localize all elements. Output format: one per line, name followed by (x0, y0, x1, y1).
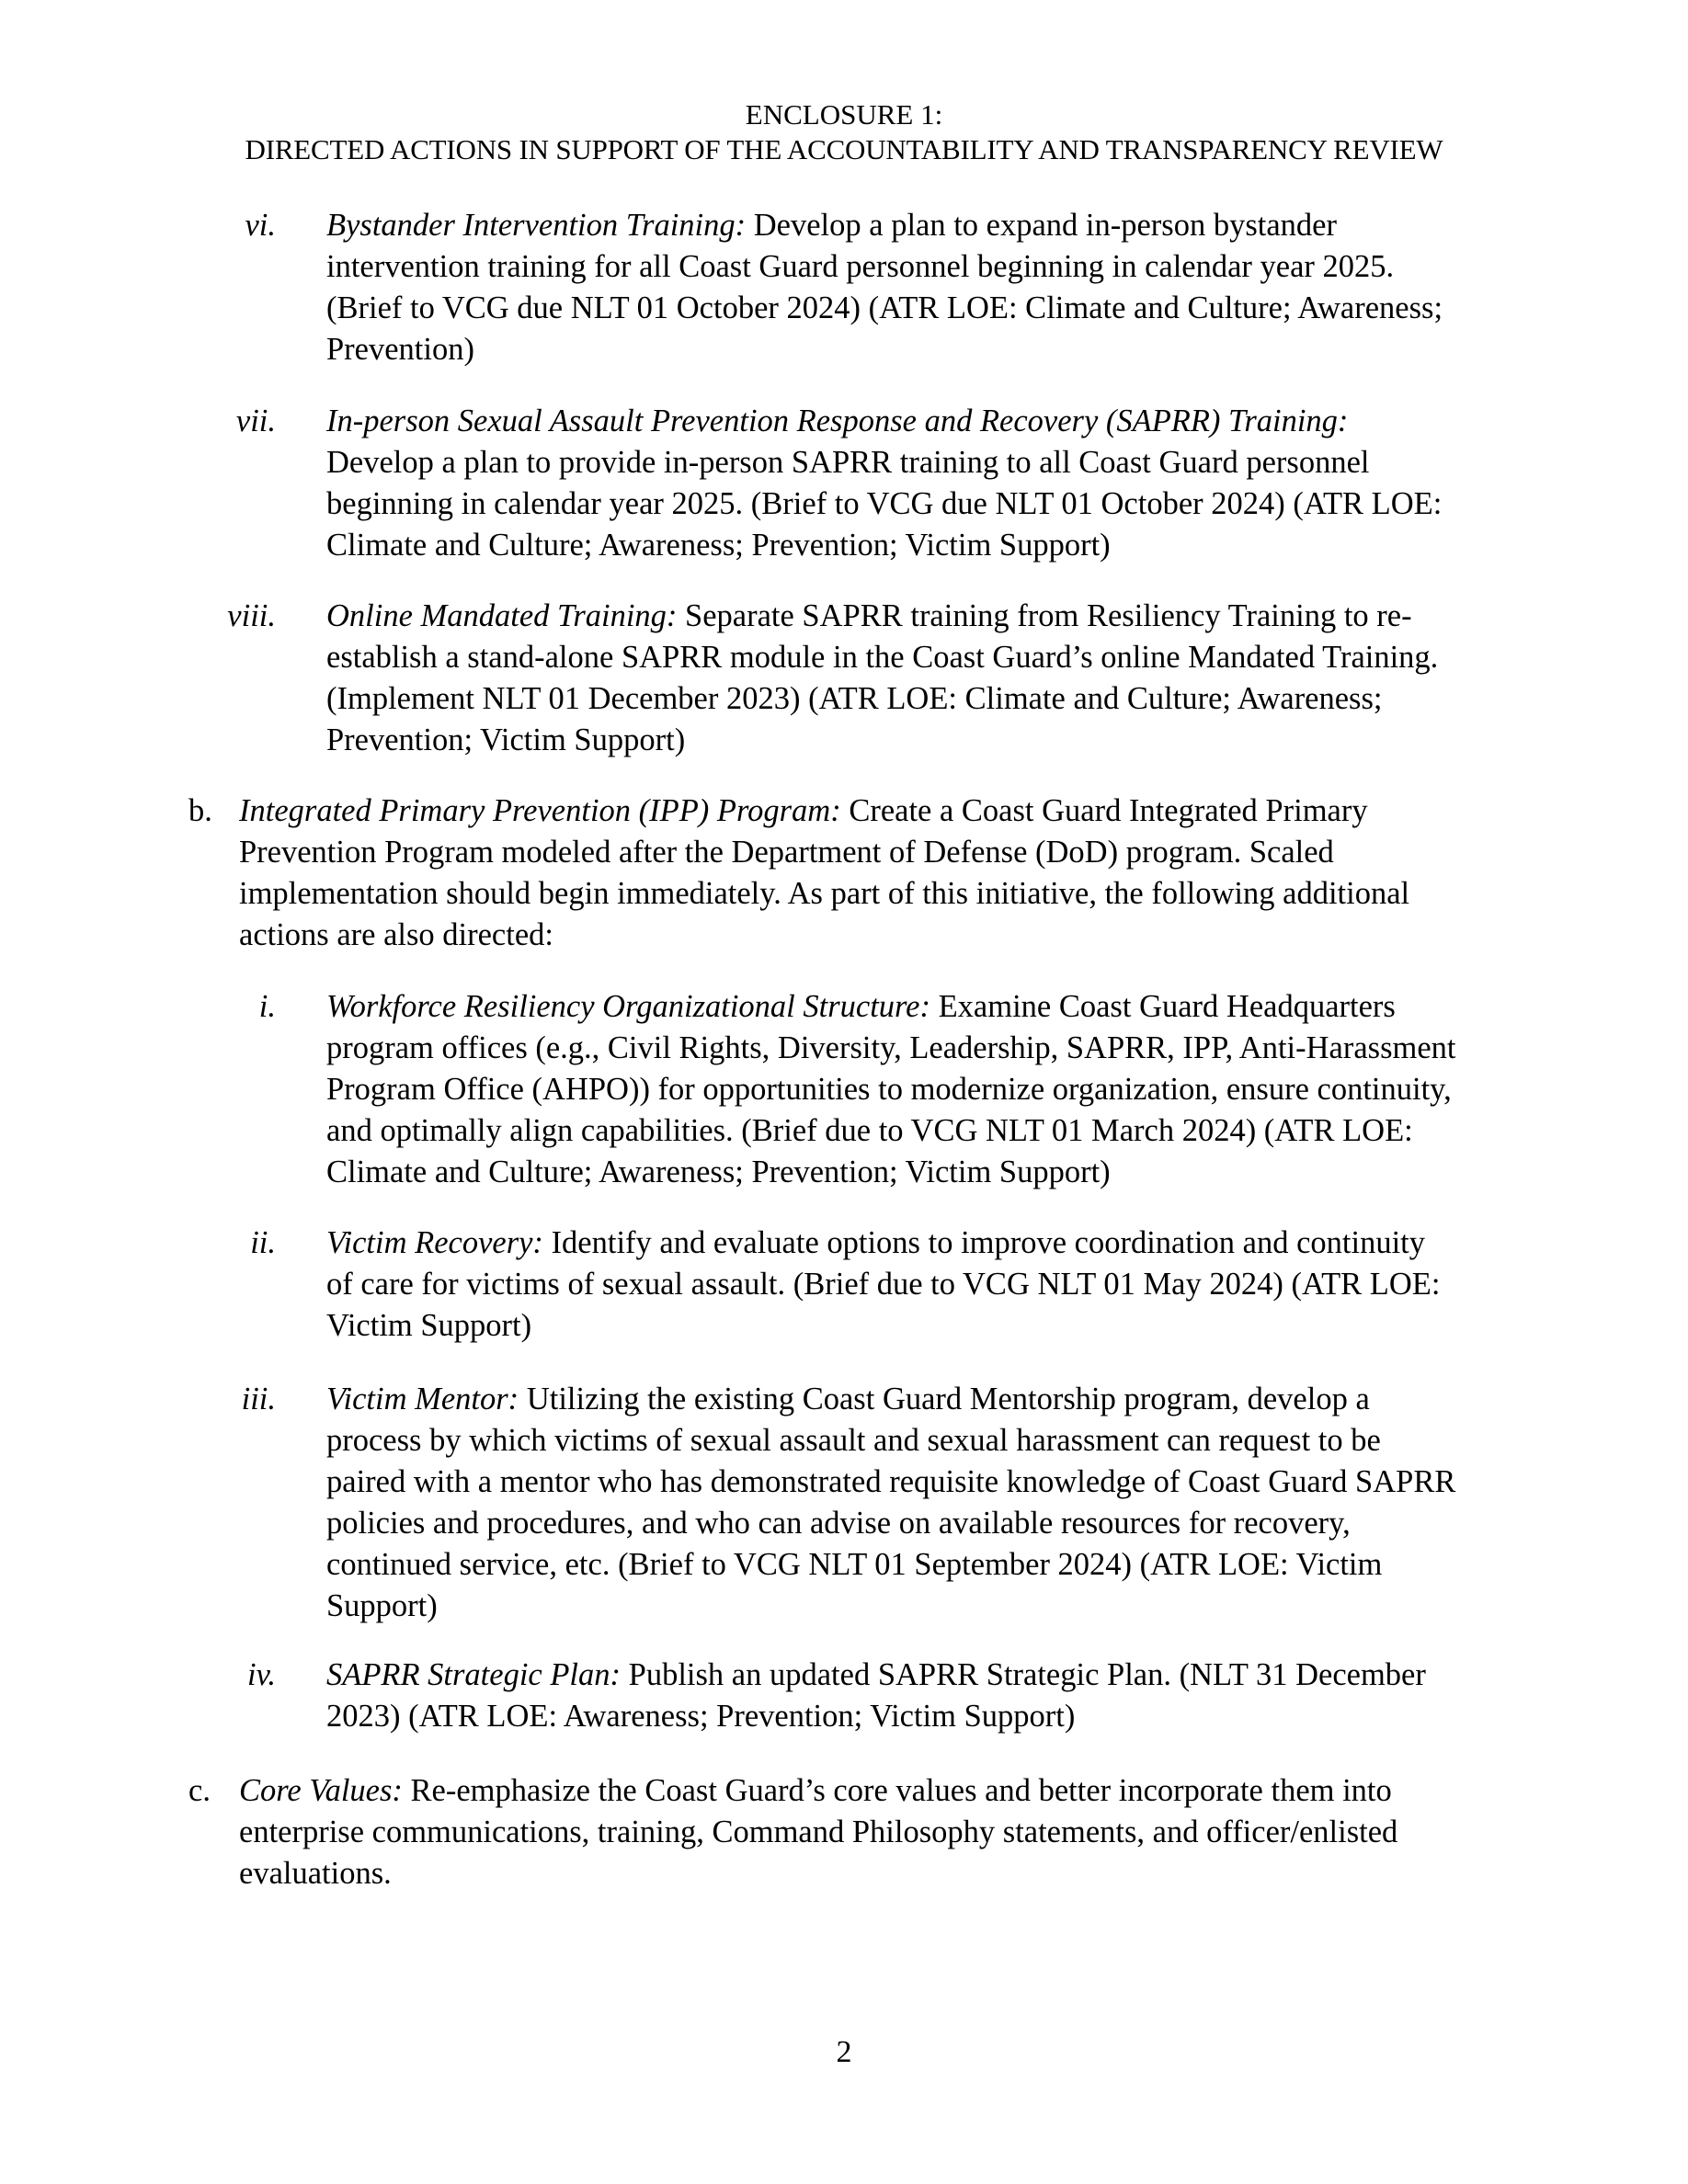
item-text: Separate SAPRR training from Resiliency Training to re- (677, 598, 1412, 633)
item-line: process by which victims of sexual assault and sexual harassment can request to be (326, 1423, 1381, 1458)
item-term: Core Values: (239, 1773, 403, 1808)
item-line: Prevention Program modeled after the Department of Defense (DoD) program. Scaled (239, 835, 1334, 870)
item-text: Re-emphasize the Coast Guard’s core values and better incorporate them into (402, 1773, 1392, 1808)
item-line (326, 1655, 1522, 1696)
item-marker: b. (188, 793, 212, 828)
item-line: continued service, etc. (Brief to VCG NLT 01 September 2024) (ATR LOE: Victim (326, 1547, 1383, 1582)
item-marker: viii. (227, 598, 276, 633)
item-line (326, 1379, 1522, 1420)
item-body (326, 1223, 1522, 1347)
item-line: (Implement NLT 01 December 2023) (ATR LOE: Climate and Culture; Awareness; (326, 681, 1383, 716)
item-body (326, 1379, 1522, 1627)
item-body (326, 205, 1522, 370)
item-body (326, 986, 1522, 1193)
item-line (326, 986, 1522, 1028)
item-line: Victim Support) (326, 1308, 532, 1343)
item-marker: c. (188, 1773, 211, 1808)
item-line: Develop a plan to provide in-person SAPRR training to all Coast Guard personnel (326, 445, 1370, 480)
item-line (326, 1223, 1522, 1264)
item-text: Utilizing the existing Coast Guard Mentorship program, develop a (519, 1382, 1370, 1416)
item-term: SAPRR Strategic Plan: (326, 1657, 622, 1692)
item-line: Support) (326, 1588, 438, 1623)
item-text: Identify and evaluate options to improve coordination and continuity (542, 1225, 1425, 1260)
item-body (326, 401, 1522, 566)
item-line (239, 1770, 1522, 1812)
item-term: Integrated Primary Prevention (IPP) Program: (239, 793, 841, 828)
item-body (239, 791, 1522, 956)
item-line: 2023) (ATR LOE: Awareness; Prevention; Victim Support) (326, 1699, 1076, 1734)
item-line: beginning in calendar year 2025. (Brief to VCG due NLT 01 October 2024) (ATR LOE: (326, 486, 1443, 521)
item-line: Prevention) (326, 332, 474, 367)
item-line: actions are also directed: (239, 917, 553, 952)
item-line: and optimally align capabilities. (Brief due to VCG NLT 01 March 2024) (ATR LOE: (326, 1113, 1413, 1148)
item-line: Program Office (AHPO)) for opportunities to modernize organization, ensure continuity, (326, 1072, 1452, 1107)
item-text: Examine Coast Guard Headquarters (930, 989, 1396, 1024)
item-line: Climate and Culture; Awareness; Prevention; Victim Support) (326, 528, 1111, 563)
item-line: program offices (e.g., Civil Rights, Diversity, Leadership, SAPRR, IPP, Anti-Harassment (326, 1030, 1456, 1065)
item-marker: ii. (250, 1225, 276, 1260)
item-body (326, 596, 1522, 761)
item-text: Publish an updated SAPRR Strategic Plan. (NLT 31 December (621, 1657, 1426, 1692)
item-line: policies and procedures, and who can advise on available resources for recovery, (326, 1506, 1351, 1541)
item-line: evaluations. (239, 1856, 392, 1891)
item-marker: i. (258, 989, 276, 1024)
item-term: Victim Recovery: (326, 1225, 543, 1260)
item-marker: iii. (241, 1382, 276, 1416)
item-text: Develop a plan to expand in-person bystander (746, 208, 1337, 243)
item-line: paired with a mentor who has demonstrated requisite knowledge of Coast Guard SAPRR (326, 1464, 1456, 1499)
item-term: Victim Mentor: (326, 1382, 519, 1416)
item-line: Climate and Culture; Awareness; Prevention; Victim Support) (326, 1155, 1111, 1189)
item-term: Online Mandated Training: (326, 598, 678, 633)
item-line (326, 205, 1522, 246)
item-text: Create a Coast Guard Integrated Primary (840, 793, 1368, 828)
item-line (239, 791, 1522, 832)
item-body (326, 1655, 1522, 1737)
page-number: 2 (836, 2035, 852, 2069)
item-term: In-person Sexual Assault Prevention Response and Recovery (SAPRR) Training: (326, 404, 1349, 438)
item-marker: vii. (235, 404, 276, 438)
item-line (326, 401, 1522, 442)
item-term: Workforce Resiliency Organizational Structure: (326, 989, 930, 1024)
item-line: of care for victims of sexual assault. (Brief due to VCG NLT 01 May 2024) (ATR LOE: (326, 1267, 1441, 1302)
item-line: Prevention; Victim Support) (326, 722, 686, 757)
enclosure-subheading: DIRECTED ACTIONS IN SUPPORT OF THE ACCOUNTABILITY AND TRANSPARENCY REVIEW (245, 133, 1443, 165)
enclosure-heading: ENCLOSURE 1: (745, 98, 943, 131)
item-term: Bystander Intervention Training: (326, 208, 747, 243)
item-line: establish a stand-alone SAPRR module in the Coast Guard’s online Mandated Training. (326, 640, 1439, 675)
item-line: (Brief to VCG due NLT 01 October 2024) (ATR LOE: Climate and Culture; Awareness; (326, 290, 1443, 325)
item-line (326, 596, 1522, 637)
item-line: implementation should begin immediately. As part of this initiative, the following additional (239, 876, 1410, 911)
item-line: intervention training for all Coast Guard personnel beginning in calendar year 2025. (326, 249, 1395, 284)
item-body (239, 1770, 1522, 1894)
item-line: enterprise communications, training, Command Philosophy statements, and officer/enlisted (239, 1814, 1398, 1849)
item-marker: iv. (247, 1657, 276, 1692)
item-marker: vi. (245, 208, 276, 243)
